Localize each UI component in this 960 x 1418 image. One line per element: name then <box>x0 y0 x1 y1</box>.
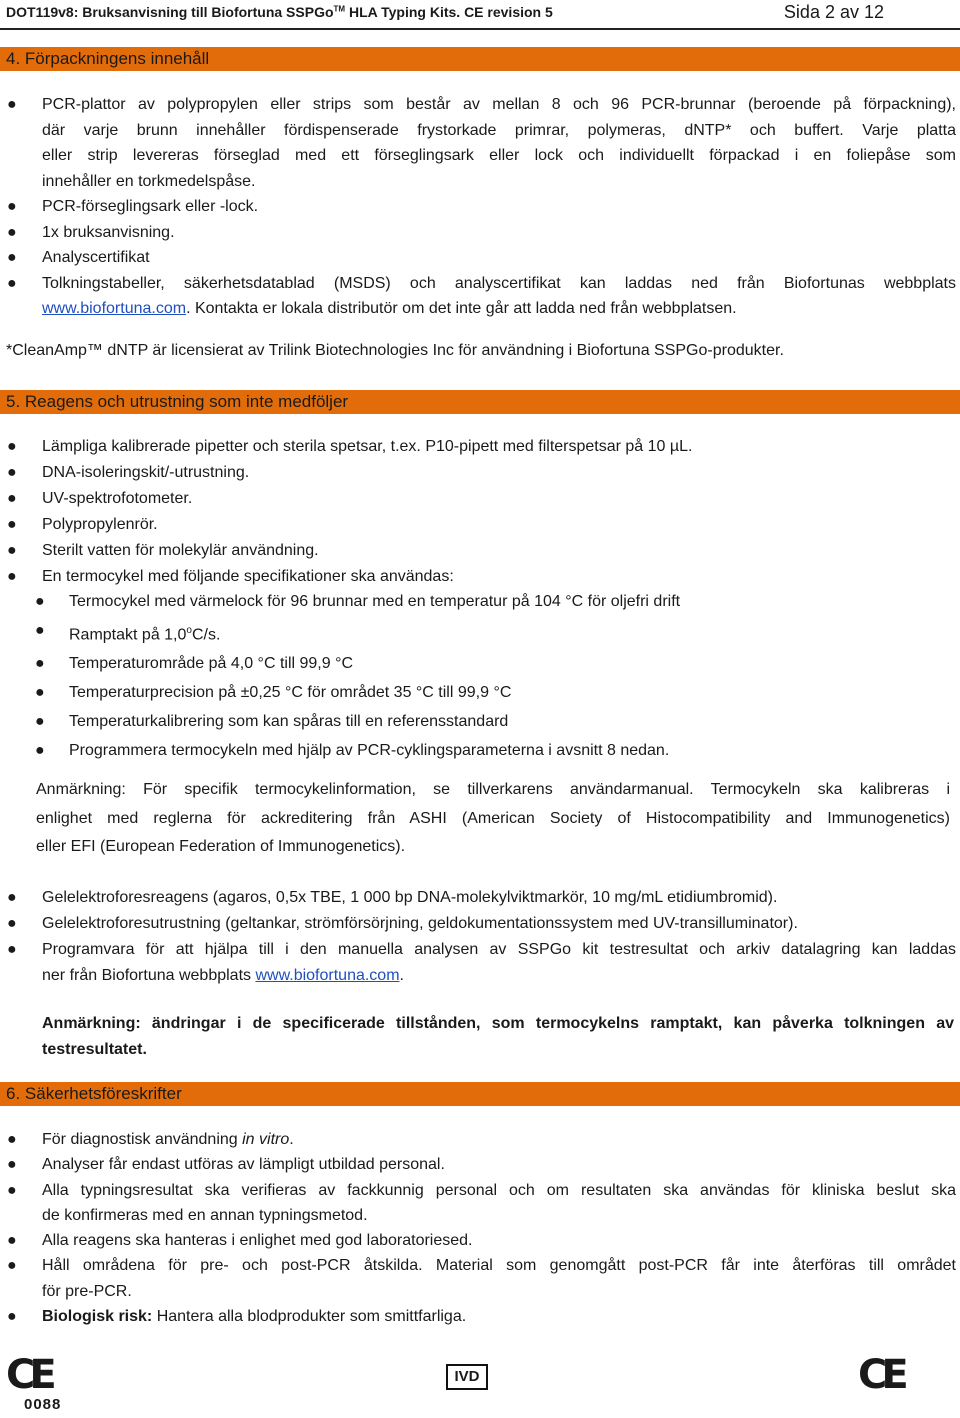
bullet-icon: ● <box>35 593 45 610</box>
list-item: ● Ramptakt på 1,0$^o$C/s. <box>0 616 960 649</box>
section-4-list <box>0 92 960 322</box>
bullet-icon: ● <box>7 1308 17 1326</box>
bullet-icon: ● <box>7 223 17 241</box>
bullet-icon: ● <box>7 1156 17 1174</box>
bullet-icon: ● <box>7 198 17 215</box>
bullet-icon: ● <box>7 1232 17 1250</box>
bullet-icon: ● <box>35 742 45 760</box>
bullet-icon: ● <box>7 249 17 266</box>
bullet-icon: ● <box>7 1257 17 1275</box>
list-item: ● Termocykel med värmelock för 96 brunnar med en temperatur på 104 °C för oljefri drift <box>0 587 960 616</box>
section-6-heading: 6. Säkerhetsföreskrifter <box>0 1082 960 1106</box>
list-item: ● Temperaturprecision på ±0,25 °C för området 35 °C till 99,9 °C <box>0 678 960 707</box>
ce-mark-icon: CE <box>858 1352 903 1398</box>
notified-body-number: 0088 <box>24 1396 62 1413</box>
ivd-badge: IVD <box>446 1364 488 1390</box>
section-6-list <box>0 1127 960 1329</box>
bullet-icon: ● <box>7 274 17 292</box>
bullet-icon: ● <box>7 464 17 481</box>
list-item: ● Programvara för att hjälpa till i den manuella analysen av SSPGo kit testresultat och arkiv datalagring kan laddas ner från Biofortuna webbplats www.biofortuna.com. <box>0 937 960 989</box>
list-item: ● Polypropylenrör. <box>0 512 960 538</box>
document-title: DOT119v8: Bruksanvisning till Biofortuna SSPGo™ HLA Typing Kits. CE revision 5 <box>6 4 553 20</box>
list-item: ● Analyser får endast utföras av lämpligt utbildad personal. <box>0 1152 960 1177</box>
list-item: ● Analyscertifikat <box>0 245 960 271</box>
bullet-icon: ● <box>7 941 17 958</box>
list-item: ● Gelelektroforesutrustning (geltankar, strömförsörjning, geldokumentationssystem med UV-transilluminator). <box>0 911 960 937</box>
section-4-heading: 4. Förpackningens innehåll <box>0 47 960 71</box>
list-item: ● Gelelektroforesreagens (agaros, 0,5x TBE, 1 000 bp DNA-molekylviktmarkör, 10 mg/mL etidiumbromid). <box>0 885 960 911</box>
list-item: ● 1x bruksanvisning. <box>0 220 960 246</box>
bullet-icon: ● <box>35 655 45 673</box>
bullet-icon: ● <box>7 1131 17 1148</box>
section-5-list <box>0 434 960 590</box>
list-item: ● Sterilt vatten för molekylär användning. <box>0 538 960 564</box>
section-5-list-2 <box>0 885 960 989</box>
list-item: ● Tolkningstabeller, säkerhetsdatablad (MSDS) och analyscertifikat kan laddas ned från Biofortunas webbplats www.biofortuna.com. Kontakta er lokala distributör om det inte går att ladda ned från webbplatsen. <box>0 271 960 322</box>
list-item: ● Biologisk risk: Hantera alla blodprodukter som smittfarliga. <box>0 1304 960 1329</box>
bullet-icon: ● <box>35 622 45 639</box>
biofortuna-link[interactable]: www.biofortuna.com <box>42 300 187 317</box>
list-item: ● PCR-plattor av polypropylen eller strips som består av mellan 8 och 96 PCR-brunnar (beroende på förpackning), där varje brunn innehåller fördispenserade frystorkade primrar, polymeras, dNTP* och buffert. Varje platta eller strip levereras förseglad med ett förseglingsark eller lock och individuellt förpackad i en foliepåse som innehåller en torkmedelspåse. <box>0 92 960 194</box>
page-number: Sida 2 av 12 <box>783 2 884 22</box>
list-item: ● Temperaturområde på 4,0 °C till 99,9 °C <box>0 649 960 678</box>
bold-note: Anmärkning: ändringar i de specificerade tillstånden, som termocykelns ramptakt, kan påverka tolkningen av testresultatet. <box>42 1015 954 1058</box>
thermocycler-spec-list <box>0 587 960 765</box>
section-5-heading: 5. Reagens och utrustning som inte medföljer <box>0 390 960 414</box>
bullet-icon: ● <box>7 438 17 455</box>
bullet-icon: ● <box>7 542 17 559</box>
bullet-icon: ● <box>35 713 45 731</box>
ce-mark-icon: CE <box>6 1352 51 1398</box>
list-item: ● Håll områdena för pre- och post-PCR åtskilda. Material som genomgått post-PCR får inte återföras till området för pre-PCR. <box>0 1253 960 1304</box>
bullet-icon: ● <box>7 889 17 906</box>
bullet-icon: ● <box>7 516 17 533</box>
list-item: ● PCR-förseglingsark eller -lock. <box>0 194 960 220</box>
list-item: ● Alla reagens ska hanteras i enlighet med god laboratoriesed. <box>0 1228 960 1253</box>
page-header <box>6 2 954 26</box>
list-item: ● Alla typningsresultat ska verifieras av fackkunnig personal och om resultaten ska användas för kliniska beslut ska de konfirmeras med en annan typningsmetod. <box>0 1178 960 1229</box>
bullet-icon: ● <box>7 96 17 113</box>
list-item: ● Programmera termocykeln med hjälp av PCR-cyklingsparameterna i avsnitt 8 nedan. <box>0 736 960 765</box>
cleanamp-footnote: *CleanAmp™ dNTP är licensierat av Trilink Biotechnologies Inc för användning i Biofortuna SSPGo-produkter. <box>6 342 784 359</box>
list-item: ● Lämpliga kalibrerade pipetter och sterila spetsar, t.ex. P10-pipett med filterspetsar på 10 µL. <box>0 434 960 460</box>
bullet-icon: ● <box>7 1181 17 1199</box>
bullet-icon: ● <box>7 568 17 585</box>
trademark-sup: TM <box>333 4 346 14</box>
bullet-icon: ● <box>7 915 17 932</box>
list-item: ● UV-spektrofotometer. <box>0 486 960 512</box>
list-item: ● Temperaturkalibrering som kan spåras till en referensstandard <box>0 707 960 736</box>
list-item: ● DNA-isoleringskit/-utrustning. <box>0 460 960 486</box>
list-item: ● En termocykel med följande specifikationer ska användas: <box>0 564 960 590</box>
bullet-icon: ● <box>7 490 17 507</box>
biofortuna-link[interactable]: www.biofortuna.com <box>255 967 400 984</box>
thermocycler-note: Anmärkning: För specifik termocykelinformation, se tillverkarens användarmanual. Termocykeln ska kalibreras i enlighet med reglerna för ackreditering från ASHI (American Society of Histocompatibility and Immunogenetics) eller EFI (European Federation of Immunogenetics). <box>36 781 950 855</box>
bullet-icon: ● <box>35 684 45 702</box>
header-divider <box>0 28 960 30</box>
list-item: ● För diagnostisk användning in vitro. <box>0 1127 960 1152</box>
